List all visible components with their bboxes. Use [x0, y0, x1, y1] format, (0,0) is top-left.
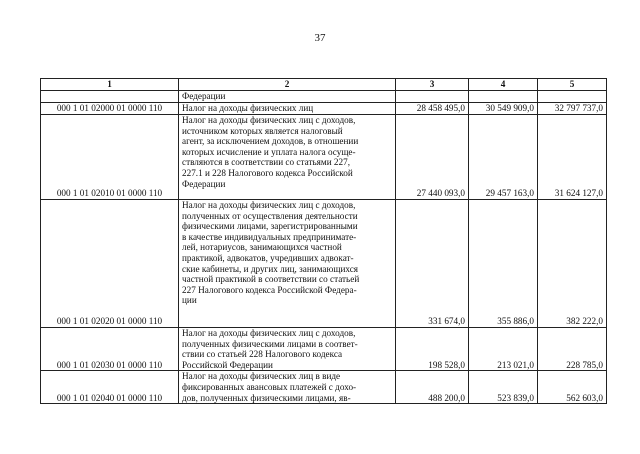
- row-value-5: 32 797 737,0: [538, 103, 607, 115]
- row-code: 000 1 01 02040 01 0000 110: [41, 371, 179, 404]
- table-row: [41, 371, 607, 404]
- row-value-5: 382 222,0: [538, 200, 607, 328]
- row-value-4: 523 839,0: [469, 371, 538, 404]
- column-header-3: 3: [396, 79, 469, 91]
- row-value-3: 331 674,0: [396, 200, 469, 328]
- page-number: 37: [314, 32, 326, 44]
- row-value-4: [469, 91, 538, 103]
- row-value-4: 213 021,0: [469, 328, 538, 371]
- row-code: 000 1 01 02020 01 0000 110: [41, 200, 179, 328]
- row-value-4: 29 457 163,0: [469, 115, 538, 200]
- table-row: [41, 328, 607, 371]
- row-name: Федерации: [179, 91, 396, 103]
- row-name: Налог на доходы физических лиц с доходов, источником которых является налоговый агент, за исключением доходов, в отношении которых исчисление и уплата налога осуще- ствляются в соответствии со статьями 227, 227.1 и 228 Налогового кодекса Российской Федерации: [179, 115, 396, 200]
- budget-table: [40, 78, 607, 404]
- table-row: [41, 200, 607, 328]
- row-code: 000 1 01 02000 01 0000 110: [41, 103, 179, 115]
- column-header-4: 4: [469, 79, 538, 91]
- row-value-5: 562 603,0: [538, 371, 607, 404]
- table-row: [41, 115, 607, 200]
- row-value-3: 27 440 093,0: [396, 115, 469, 200]
- table-row: [41, 103, 607, 115]
- column-header-5: 5: [538, 79, 607, 91]
- row-value-5: 228 785,0: [538, 328, 607, 371]
- row-value-4: 355 886,0: [469, 200, 538, 328]
- row-name: Налог на доходы физических лиц в виде фиксированных авансовых платежей с дохо- дов, полученных физическими лицами, яв-: [179, 371, 396, 404]
- row-value-4: 30 549 909,0: [469, 103, 538, 115]
- header-row: [41, 79, 607, 91]
- row-code: [41, 91, 179, 103]
- row-value-3: 488 200,0: [396, 371, 469, 404]
- table-row: [41, 91, 607, 103]
- row-value-3: 28 458 495,0: [396, 103, 469, 115]
- row-name: Налог на доходы физических лиц: [179, 103, 396, 115]
- column-header-2: 2: [179, 79, 396, 91]
- row-value-3: 198 528,0: [396, 328, 469, 371]
- column-header-1: 1: [41, 79, 179, 91]
- row-value-3: [396, 91, 469, 103]
- row-name: Налог на доходы физических лиц с доходов, полученных физическими лицами в соответ- ствии со статьей 228 Налогового кодекса Российской Федерации: [179, 328, 396, 371]
- row-value-5: [538, 91, 607, 103]
- row-name: Налог на доходы физических лиц с доходов, полученных от осуществления деятельности физическими лицами, зарегистрированными в качестве индивидуальных предпринимате- лей, нотариусов, занимающихся частной практикой, адвокатов, учредивших адвокат- ские кабинеты, и других лиц, занимающихся частной практикой в соответствии со статьей 227 Налогового кодекса Российской Федера- ции: [179, 200, 396, 328]
- row-code: 000 1 01 02010 01 0000 110: [41, 115, 179, 200]
- row-code: 000 1 01 02030 01 0000 110: [41, 328, 179, 371]
- row-value-5: 31 624 127,0: [538, 115, 607, 200]
